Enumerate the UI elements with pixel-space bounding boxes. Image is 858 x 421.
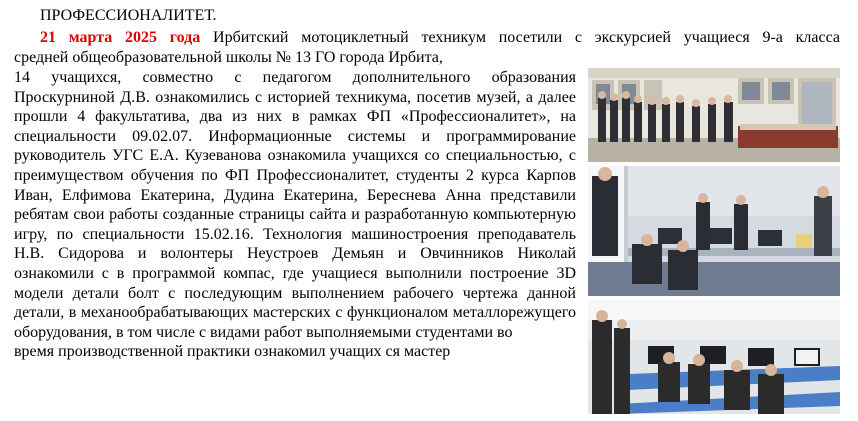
intro-text: Ирбитский мотоциклетный техникум посетили с экскурсией учащиеся 9-а класса	[200, 29, 840, 46]
article-body	[14, 68, 576, 362]
article-date: 21 марта 2025 года	[40, 29, 201, 46]
computer-lab-photo	[588, 300, 840, 414]
intro-first-line	[14, 28, 840, 48]
computer-class-photo	[588, 166, 840, 296]
article-body-paragraph: 14 учащихся, совместно с педагогом дополнительного образования Проскурниной Д.В. ознакомились с историей техникума, посетив музей, а далее прошли 4 факультатива, два из них в рамках ФП «Профессионалитет», на специальности 09.02.07. Информационные системы и программирование руководитель УГС Е.А. Кузеванова ознакомила учащихся со специальностью, с преимуществом обучения по ФП Профессионалитет, студенты 2 курса Карпов Иван, Елфимова Екатерина, Дудина Екатерина, Береснева Анна представили ребятам свои работы созданные страницы сайта и разработанную компьютерную игру, по специальности 15.02.16. Технология машиностроения преподаватель Н.В. Сидорова и волонтеры Неустроев Демьян и Овчинников Николай ознакомили с в программой компас, где учащиеся выполнили построение 3D модели детали болт с последующим выполнением рабочего чертежа данной детали, в механообрабатывающих мастерских с функционалом металлорежущего оборудования, в том числе с видами работ выполняемыми студентами во	[14, 69, 576, 341]
article-body-last-line: время производственной практики ознакомил учащих ся мастер	[14, 343, 451, 361]
museum-excursion-photo	[588, 68, 840, 162]
intro-second-line: средней общеобразовательной школы № 13 ГО города Ирбита,	[14, 49, 443, 66]
article-intro	[14, 28, 840, 68]
article-title: ПРОФЕССИОНАЛИТЕТ.	[40, 7, 217, 24]
